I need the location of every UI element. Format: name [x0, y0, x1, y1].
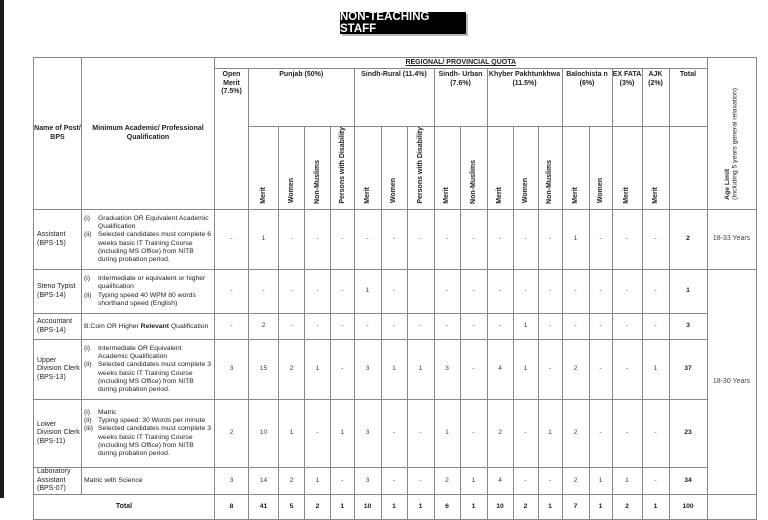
cell-balochistan-women: 1 — [589, 468, 612, 495]
cell-sindh-urban-merit: 3 — [434, 340, 460, 400]
cell-kp-merit: - — [487, 210, 513, 270]
post-name: Laboratory Assistant (BPS-07) — [34, 468, 82, 495]
total-sindh-urban-merit: 6 — [434, 495, 460, 520]
cell-sindh-urban-non-muslims: - — [460, 340, 487, 400]
cell-kp-women: - — [513, 468, 538, 495]
cell-kp-non-muslims: - — [538, 210, 562, 270]
cell-punjab-non-muslims: - — [305, 210, 331, 270]
cell-punjab-pwd: - — [331, 210, 355, 270]
cell-age-limit: 18-30 Years — [707, 270, 756, 495]
cell-kp-non-muslims: - — [538, 314, 562, 340]
cell-sindh-rural-women: - — [381, 210, 407, 270]
cell-balochistan-women: - — [589, 314, 612, 340]
cell-sindh-urban-non-muslims: - — [460, 314, 487, 340]
cell-punjab-non-muslims: - — [305, 400, 331, 468]
sub-total-blank — [669, 127, 707, 210]
cell-ex-fata-merit: - — [612, 340, 642, 400]
cell-balochistan-merit: - — [562, 270, 589, 314]
cell-ajk-merit: - — [642, 400, 669, 468]
total-punjab-pwd: 1 — [331, 495, 355, 520]
cell-sindh-urban-merit: 2 — [434, 468, 460, 495]
cell-balochistan-merit: 2 — [562, 340, 589, 400]
cell-sindh-rural-women: - — [381, 468, 407, 495]
total-open-merit: 8 — [215, 495, 249, 520]
cell-open-merit: 3 — [215, 468, 249, 495]
sub-sindh-urban-non-muslims: Non-Muslims — [460, 127, 487, 210]
cell-ajk-merit: - — [642, 270, 669, 314]
total-kp-non-muslims: 1 — [538, 495, 562, 520]
cell-sindh-rural-women: - — [381, 270, 407, 314]
cell-kp-merit: 4 — [487, 468, 513, 495]
cell-balochistan-merit: - — [562, 314, 589, 340]
cell-sindh-rural-pwd: - — [407, 210, 434, 270]
sub-punjab-merit: Merit — [249, 127, 279, 210]
total-balochistan-merit: 7 — [562, 495, 589, 520]
cell-punjab-women: 2 — [279, 340, 305, 400]
cell-open-merit: 2 — [215, 400, 249, 468]
cell-kp-non-muslims: - — [538, 270, 562, 314]
cell-balochistan-merit: 2 — [562, 400, 589, 468]
cell-balochistan-merit: 2 — [562, 468, 589, 495]
sub-kp-women: Women — [513, 127, 538, 210]
cell-ajk-merit: - — [642, 314, 669, 340]
sub-ajk-merit: Merit — [642, 127, 669, 210]
cell-ex-fata-merit: - — [612, 270, 642, 314]
cell-sindh-urban-merit: - — [434, 314, 460, 340]
header-sindh-urban: Sindh- Urban (7.6%) — [434, 69, 487, 127]
cell-punjab-non-muslims: - — [305, 314, 331, 340]
total-punjab-merit: 41 — [249, 495, 279, 520]
cell-kp-merit: - — [487, 270, 513, 314]
cell-punjab-pwd: - — [331, 340, 355, 400]
cell-punjab-merit: 10 — [249, 400, 279, 468]
cell-kp-non-muslims: 1 — [538, 400, 562, 468]
cell-punjab-merit: 1 — [249, 210, 279, 270]
total-ex-fata-merit: 2 — [612, 495, 642, 520]
cell-kp-women: 1 — [513, 340, 538, 400]
cell-sindh-urban-merit: - — [434, 210, 460, 270]
cell-kp-women: - — [513, 270, 538, 314]
cell-punjab-women: - — [279, 270, 305, 314]
header-regional-quota: REGIONAL/ PROVINCIAL QUOTA — [215, 58, 708, 69]
quota-table — [33, 57, 757, 520]
cell-kp-merit: 4 — [487, 340, 513, 400]
sub-punjab-women: Women — [279, 127, 305, 210]
left-edge-border — [0, 0, 4, 498]
cell-sindh-rural-pwd — [407, 270, 434, 314]
cell-kp-merit: - — [487, 314, 513, 340]
cell-punjab-women: - — [279, 210, 305, 270]
sub-kp-merit: Merit — [487, 127, 513, 210]
total-punjab-non-muslims: 2 — [305, 495, 331, 520]
cell-punjab-women: - — [279, 314, 305, 340]
cell-punjab-pwd: - — [331, 314, 355, 340]
total-kp-women: 2 — [513, 495, 538, 520]
qualification: (i) Matric (ii) Typing speed: 30 Words per minute (iii) Selected candidates must complete 3 weeks basic IT Training Course (including MS Office) from NITB during probation period. — [82, 400, 215, 468]
totals-row — [34, 495, 757, 520]
totals-label: Total — [34, 495, 215, 520]
cell-sindh-rural-women: 1 — [381, 340, 407, 400]
qualification: (i) Intermediate OR Equivalent Academic Qualification (ii) Selected candidates must complete 3 weeks basic IT Training Course (including MS Office) from NITB during probation period. — [82, 340, 215, 400]
header-kp: Khyber Pakhtunkhwa (11.5%) — [487, 69, 562, 127]
table-row — [34, 314, 757, 340]
qualification: (i) Intermediate or equivalent or higher qualification (ii) Typing speed 40 WPM 80 words shorthand speed (English) — [82, 270, 215, 314]
cell-kp-merit: 2 — [487, 400, 513, 468]
cell-sindh-rural-women: - — [381, 400, 407, 468]
header-total: Total — [669, 69, 707, 127]
cell-punjab-merit: 14 — [249, 468, 279, 495]
cell-kp-non-muslims: - — [538, 468, 562, 495]
cell-total: 23 — [669, 400, 707, 468]
qualification: (i) Graduation OR Equivalent Academic Qualification (ii) Selected candidates must complete 6 weeks basic IT Training Course (including MS Office) from NITB during probation period. — [82, 210, 215, 270]
qualification: B.Com OR Higher Relevant Qualification — [82, 314, 215, 340]
cell-sindh-rural-pwd: 1 — [407, 340, 434, 400]
sub-punjab-non-muslims: Non-Muslims — [305, 127, 331, 210]
totals-age-blank — [707, 495, 756, 520]
total-sindh-rural-pwd: 1 — [407, 495, 434, 520]
header-sindh-rural: Sindh-Rural (11.4%) — [354, 69, 434, 127]
cell-sindh-rural-merit: - — [354, 210, 381, 270]
total-sindh-rural-women: 1 — [381, 495, 407, 520]
cell-sindh-urban-merit: - — [434, 270, 460, 314]
cell-kp-non-muslims: - — [538, 340, 562, 400]
grand-total: 100 — [669, 495, 707, 520]
cell-sindh-urban-merit: 1 — [434, 400, 460, 468]
total-sindh-urban-non-muslims: 1 — [460, 495, 487, 520]
sub-sindh-rural-pwd: Persons with Disability — [407, 127, 434, 210]
qualification: Matric with Science — [82, 468, 215, 495]
cell-punjab-non-muslims: 1 — [305, 468, 331, 495]
cell-kp-women: - — [513, 400, 538, 468]
cell-punjab-pwd: - — [331, 468, 355, 495]
cell-total: 34 — [669, 468, 707, 495]
cell-total: 37 — [669, 340, 707, 400]
header-ex-fata: EX FATA (3%) — [612, 69, 642, 127]
cell-punjab-pwd: 1 — [331, 400, 355, 468]
cell-punjab-women: 2 — [279, 468, 305, 495]
header-qualification: Minimum Academic/ Professional Qualification — [82, 58, 215, 210]
cell-age-limit: 18-33 Years — [707, 210, 756, 270]
cell-ex-fata-merit: - — [612, 314, 642, 340]
sub-balochistan-merit: Merit — [562, 127, 589, 210]
header-name-of-post: Name of Post/ BPS — [34, 58, 82, 210]
sub-sindh-rural-merit: Merit — [354, 127, 381, 210]
cell-balochistan-women: - — [589, 340, 612, 400]
cell-balochistan-women: - — [589, 210, 612, 270]
cell-sindh-rural-merit: 3 — [354, 340, 381, 400]
cell-open-merit: - — [215, 314, 249, 340]
cell-sindh-rural-pwd: - — [407, 468, 434, 495]
cell-balochistan-women: - — [589, 270, 612, 314]
cell-punjab-merit: 2 — [249, 314, 279, 340]
cell-punjab-merit: 15 — [249, 340, 279, 400]
cell-ajk-merit: 1 — [642, 340, 669, 400]
cell-punjab-merit: - — [249, 270, 279, 314]
total-ajk-merit: 1 — [642, 495, 669, 520]
cell-balochistan-merit: 1 — [562, 210, 589, 270]
header-ajk: AJK (2%) — [642, 69, 669, 127]
header-punjab: Punjab (50%) — [249, 69, 355, 127]
cell-open-merit: - — [215, 270, 249, 314]
cell-sindh-rural-pwd: - — [407, 400, 434, 468]
post-name: Upper Division Clerk (BPS-13) — [34, 340, 82, 400]
post-name: Steno Typist (BPS-14) — [34, 270, 82, 314]
total-punjab-women: 5 — [279, 495, 305, 520]
cell-sindh-rural-pwd: - — [407, 314, 434, 340]
cell-total: 2 — [669, 210, 707, 270]
post-name: Lower Division Clerk (BPS-11) — [34, 400, 82, 468]
cell-ajk-merit: - — [642, 468, 669, 495]
cell-sindh-urban-non-muslims: - — [460, 400, 487, 468]
cell-sindh-urban-non-muslims: - — [460, 270, 487, 314]
page-title: NON-TEACHING STAFF — [340, 12, 466, 34]
table-row — [34, 468, 757, 495]
header-balochistan: Balochista n (6%) — [562, 69, 612, 127]
sub-ex-fata-merit: Merit — [612, 127, 642, 210]
sub-sindh-rural-women: Women — [381, 127, 407, 210]
cell-sindh-rural-merit: 1 — [354, 270, 381, 314]
post-name: Accountant (BPS-14) — [34, 314, 82, 340]
cell-sindh-rural-merit: - — [354, 314, 381, 340]
total-sindh-rural-merit: 10 — [354, 495, 381, 520]
cell-punjab-non-muslims: 1 — [305, 340, 331, 400]
cell-sindh-urban-non-muslims: - — [460, 210, 487, 270]
table-row — [34, 210, 757, 270]
sub-punjab-pwd: Persons with Disability — [331, 127, 355, 210]
cell-punjab-non-muslims: - — [305, 270, 331, 314]
cell-sindh-urban-non-muslims: 1 — [460, 468, 487, 495]
sub-balochistan-women: Women — [589, 127, 612, 210]
total-balochistan-women: 1 — [589, 495, 612, 520]
cell-ex-fata-merit: 1 — [612, 468, 642, 495]
cell-total: 3 — [669, 314, 707, 340]
cell-kp-women: - — [513, 210, 538, 270]
header-open-merit: Open Merit (7.5%) — [215, 69, 249, 210]
cell-punjab-pwd: - — [331, 270, 355, 314]
cell-ex-fata-merit: - — [612, 210, 642, 270]
cell-ex-fata-merit: - — [612, 400, 642, 468]
header-age-limit: Age Limit (Including 5 years general relaxation) — [707, 58, 756, 210]
table-row — [34, 340, 757, 400]
cell-sindh-rural-merit: 3 — [354, 468, 381, 495]
cell-balochistan-women: - — [589, 400, 612, 468]
cell-total: 1 — [669, 270, 707, 314]
cell-sindh-rural-merit: 3 — [354, 400, 381, 468]
cell-sindh-rural-women: - — [381, 314, 407, 340]
cell-open-merit: - — [215, 210, 249, 270]
cell-kp-women: 1 — [513, 314, 538, 340]
table-row — [34, 400, 757, 468]
table-row — [34, 270, 757, 314]
sub-kp-non-muslims: Non-Muslims — [538, 127, 562, 210]
cell-ajk-merit: - — [642, 210, 669, 270]
cell-punjab-women: 1 — [279, 400, 305, 468]
cell-open-merit: 3 — [215, 340, 249, 400]
post-name: Assistant (BPS-15) — [34, 210, 82, 270]
sub-sindh-urban-merit: Merit — [434, 127, 460, 210]
total-kp-merit: 10 — [487, 495, 513, 520]
